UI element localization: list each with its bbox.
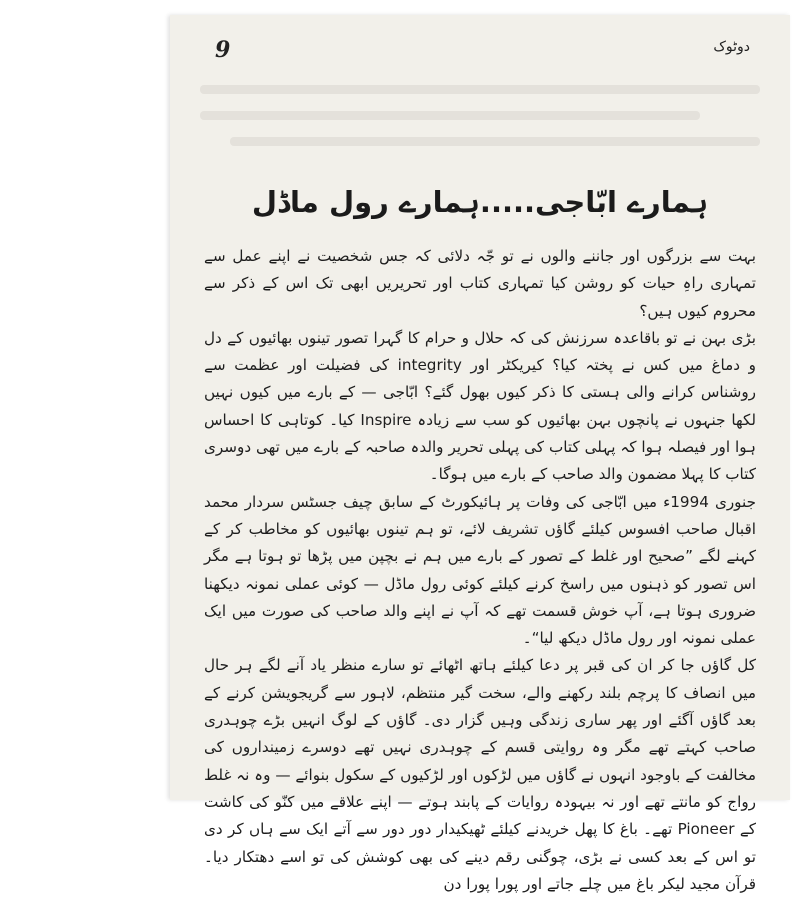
running-head: دوٹوک	[713, 39, 750, 55]
page-number: 9	[215, 37, 231, 63]
bleed-through-line	[230, 137, 760, 146]
bleed-through-line	[200, 111, 700, 120]
bleed-through-line	[200, 85, 760, 94]
book-page	[170, 15, 790, 893]
chapter-title: ہمارے ابّاجی.....ہمارے رول ماڈل	[251, 185, 709, 219]
paragraph-2: بڑی بہن نے تو باقاعدہ سرزنش کی کہ حلال و حرام کا گہرا تصور تینوں بھائیوں کے دل و دماغ میں کس نے پختہ کیا؟ کیریکٹر اور integrity کی فضیلت اور عظمت سے روشناس کرانے والی ہستی کا ذکر کیوں بھول گئے؟ ابّاجی — کے بارے میں کیوں نہیں لکھا جنہوں نے پانچوں بہن بھائیوں کو سب سے زیادہ Inspire کیا۔ کوتاہی کا احساس ہوا اور فیصلہ ہوا کہ پہلی کتاب کی پہلی تحریر والدہ صاحبہ کے بارے میں تھی دوسری کتاب کا پہلا مضمون والد صاحب کے بارے میں ہوگا۔	[204, 328, 756, 484]
paragraph-4: کل گاؤں جا کر ان کی قبر پر دعا کیلئے ہاتھ اٹھائے تو سارے منظر یاد آنے لگے ہر حال میں انصاف کا پرچم بلند رکھنے والے، سخت گیر منتظم، لاہور سے گریجویشن کرنے کے بعد گاؤں آگئے اور پھر ساری زندگی وہیں گزار دی۔ گاؤں کے لوگ انہیں بڑے چوہدری صاحب کہتے تھے مگر وہ روایتی قسم کے چوہدری نہیں تھے دوسرے زمینداروں کی مخالفت کے باوجود انہوں نے گاؤں میں لڑکوں اور لڑکیوں کے سکول بنوائے — وہ نہ غلط رواج کو مانتے تھے اور نہ بیہودہ روایات کے پابند ہوتے — اپنے علاقے میں کنّو کی کاشت کے Pioneer تھے۔ باغ کا پھل خریدنے کیلئے ٹھیکیدار دور دور سے آتے ایک سے ہاں کر دی تو اس کے بعد کسی نے بڑی، چوگنی رقم دینے کی بھی کوشش کی تو اسے دھتکار دیا۔ قرآن مجید لیکر باغ میں چلے جاتے اور پورا پورا دن	[204, 656, 756, 893]
paragraph-3: جنوری 1994ء میں ابّاجی کی وفات پر ہائیکورٹ کے سابق چیف جسٹس سردار محمد اقبال صاحب افسوس کیلئے گاؤں تشریف لائے، تو ہم تینوں بھائیوں کو مخاطب کر کے کہنے لگے ”صحیح اور غلط کے تصور کے بارے میں ہم نے بچپن میں پڑھا تو ہوتا ہے مگر اس تصور کو ذہنوں میں راسخ کرنے کیلئے کوئی رول ماڈل — کوئی عملی نمونہ دیکھنا ضروری ہوتا ہے، آپ خوش قسمت تھے کہ آپ نے اپنے والد صاحب کی صورت میں ایک عملی نمونہ اور رول ماڈل دیکھ لیا“۔	[204, 492, 756, 648]
body-text	[204, 243, 756, 898]
paragraph-1: بہت سے بزرگوں اور جاننے والوں نے تو جّہ دلائی کہ جس شخصیت نے اپنے عمل سے تمہاری راہِ حیات کو روشن کیا تمہاری کتاب اور تحریریں ابھی تک اس کے ذکر سے محروم کیوں ہیں؟	[204, 247, 756, 320]
